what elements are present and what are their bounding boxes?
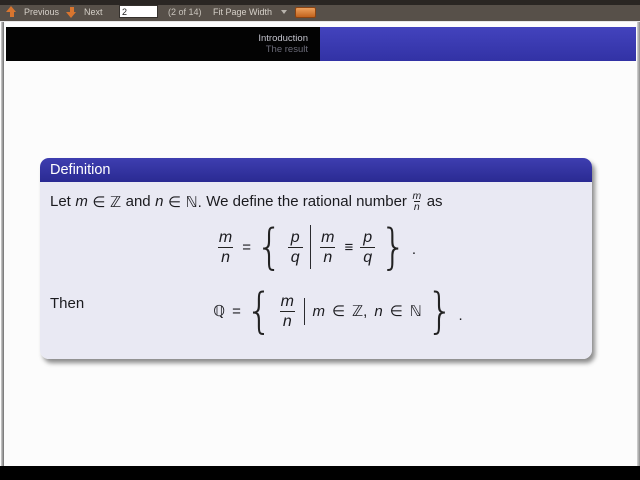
fraction-numerator: m (412, 190, 422, 202)
right-brace: } (426, 282, 454, 339)
period: . (458, 307, 463, 324)
document-viewport (0, 21, 640, 466)
inline-fraction-m-over-n (412, 191, 421, 212)
chevron-down-icon (281, 10, 287, 14)
definition-block (40, 158, 592, 359)
left-brace: { (256, 218, 283, 275)
fraction-denominator: n (413, 201, 420, 213)
rationals-symbol: ℚ (213, 303, 226, 320)
fraction-denominator: q (288, 247, 303, 266)
equivalence-symbol: ≡ (344, 238, 354, 256)
fraction-denominator: q (360, 247, 375, 266)
zoom-mode-label: Fit Page Width (213, 7, 273, 17)
fraction-denominator: n (320, 247, 335, 266)
element-of-symbol: ∈ (167, 193, 182, 211)
word: and (125, 193, 151, 210)
left-brace: { (245, 282, 273, 339)
equals-symbol: = (232, 302, 241, 320)
slide-header (6, 27, 636, 61)
section-title: Introduction (258, 32, 308, 44)
pdf-toolbar (0, 0, 640, 21)
fraction-denominator: n (218, 247, 233, 266)
slide-header-right-cell (320, 27, 636, 61)
period: . (411, 241, 417, 258)
set-builder-bar (304, 298, 306, 325)
fraction-numerator: p (290, 228, 300, 246)
element-of-symbol: ∈ (331, 303, 346, 320)
page-count-label: (2 of 14) (168, 7, 202, 17)
subsection-title: The result (265, 44, 308, 55)
naturals-symbol: ℕ (409, 303, 422, 320)
fraction-p-over-q (288, 229, 303, 266)
fraction-m-over-n (318, 229, 337, 266)
bottom-letterbox-bar (0, 466, 640, 480)
math-var-n: n (374, 302, 383, 320)
slide-header-left-cell (6, 27, 320, 61)
fraction-numerator: m (218, 228, 233, 246)
equation-q-set (62, 282, 592, 339)
then-label: Then (50, 295, 85, 312)
definition-sentence (40, 182, 592, 212)
definition-block-title: Definition (40, 158, 592, 182)
arrow-down-icon (66, 6, 77, 18)
fraction-m-over-n (216, 229, 235, 266)
fraction-p-over-q (360, 229, 375, 266)
fraction-numerator: p (363, 228, 373, 246)
word: as (426, 193, 443, 210)
previous-label: Previous (24, 7, 60, 17)
element-of-symbol: ∈ (92, 193, 106, 211)
previous-page-button[interactable] (6, 5, 59, 19)
conclusion-row (40, 282, 592, 339)
window-left-edge (1, 22, 4, 467)
equation-rational-definition (40, 218, 592, 275)
arrow-up-icon (6, 6, 17, 18)
fraction-denominator: n (280, 311, 295, 330)
math-var-m: m (312, 302, 325, 320)
fraction-m-over-n (278, 293, 297, 330)
naturals-symbol: ℕ. (185, 193, 202, 211)
math-var-n: n (155, 193, 164, 210)
math-var-m: m (75, 193, 88, 210)
integers-symbol: ℤ (109, 193, 122, 211)
definition-block-body (40, 182, 592, 359)
next-label: Next (84, 7, 103, 17)
sentence-text: We define the rational number (206, 193, 407, 210)
page-number-input[interactable] (119, 5, 158, 18)
equals-symbol: = (242, 238, 252, 256)
integers-symbol: ℤ, (352, 303, 368, 320)
zoom-mode-select[interactable] (213, 5, 287, 19)
element-of-symbol: ∈ (389, 303, 403, 320)
word: Let (50, 193, 71, 210)
right-brace: } (380, 218, 407, 275)
fraction-numerator: m (280, 292, 294, 310)
folder-icon[interactable] (295, 7, 316, 18)
fraction-numerator: m (321, 228, 335, 246)
next-page-button[interactable] (66, 5, 103, 19)
set-builder-bar (310, 225, 312, 269)
